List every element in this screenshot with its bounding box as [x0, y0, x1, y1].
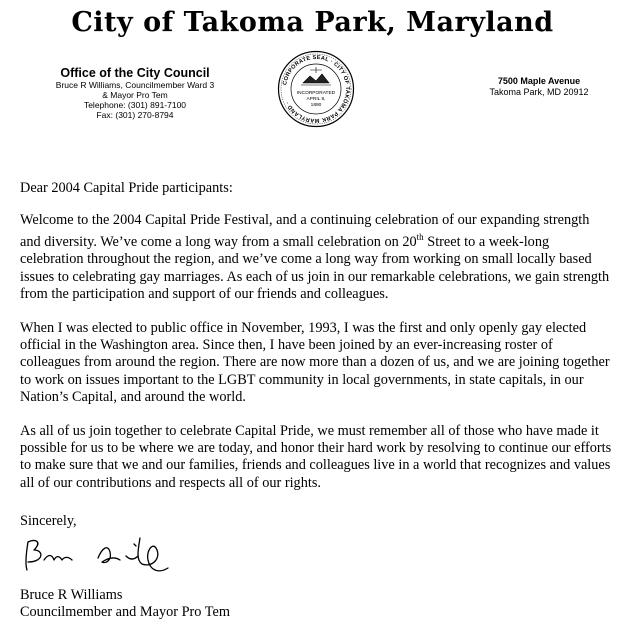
office-line-telephone: Telephone: (301) 891-7100 [83, 100, 187, 110]
address-city: Takoma Park, MD 20912 [489, 87, 589, 97]
ordinal-superscript: th [416, 232, 424, 243]
handwritten-signature [22, 530, 174, 576]
closing: Sincerely, [20, 513, 77, 529]
paragraph-welcome [20, 212, 612, 303]
seal-center-line-3: 1890 [310, 103, 322, 108]
paragraph-welcome-part-1: Welcome to the 2004 Capital Pride Festival, and a continuing celebration of our expanding strength and diversity. We’ve come a long way from a small celebration on 20 [20, 212, 590, 251]
signer-name: Bruce R Williams [20, 587, 123, 603]
paragraph-welcome-part-2: Street to a week-long celebration throughout the region, and we’ve come a long way from working on small locally based issues to celebrating gay marriages. As each of us join in our remarkable celebrations, we gain strength from the participation and support of our friends and colleagues. [20, 234, 610, 302]
seal-center-line-2: APRIL 8, [306, 97, 326, 102]
office-line-fax: Fax: (301) 270-8794 [96, 110, 174, 120]
office-line-name: Bruce R Williams, Councilmember Ward 3 [55, 80, 215, 90]
office-heading: Office of the City Council [60, 66, 210, 80]
svg-text:CORPORATE SEAL · CITY OF TAKOM [282, 55, 350, 123]
paragraph-commitment: As all of us join together to celebrate Capital Pride, we must remember all of those who have made it possible for us to be where we are today, and honor their hard work by resolving to continue our efforts to make sure that we and our families, friends and colleagues live in a world that recognizes and values all of our contributions and respects all of our rights. [20, 423, 612, 491]
address-block [470, 76, 608, 98]
office-block [30, 66, 240, 120]
signer-title: Councilmember and Mayor Pro Tem [20, 604, 230, 621]
signer-block [20, 587, 230, 621]
office-line-title: & Mayor Pro Tem [102, 90, 168, 100]
seal-center-line-1: INCORPORATED [296, 91, 336, 96]
salutation: Dear 2004 Capital Pride participants: [20, 180, 233, 196]
letter-body [20, 180, 612, 509]
letterhead-title: City of Takoma Park, Maryland [71, 7, 554, 38]
address-street: 7500 Maple Avenue [497, 76, 581, 86]
paragraph-election: When I was elected to public office in November, 1993, I was the first and only openly gay elected official in the Washington area. Since then, I have been joined by an ever-increasing roster of colleagues from around the region. There are now more than a dozen of us, and we are joining together to work on issues important to the LGBT community in local governments, in state capitals, in our Nation’s Capital, and around the world. [20, 319, 610, 405]
city-seal [277, 50, 355, 128]
seal-emblem-icon [301, 67, 331, 85]
seal-ring-text: CORPORATE SEAL · CITY OF TAKOMA PARK MARYLAND · [282, 54, 351, 124]
